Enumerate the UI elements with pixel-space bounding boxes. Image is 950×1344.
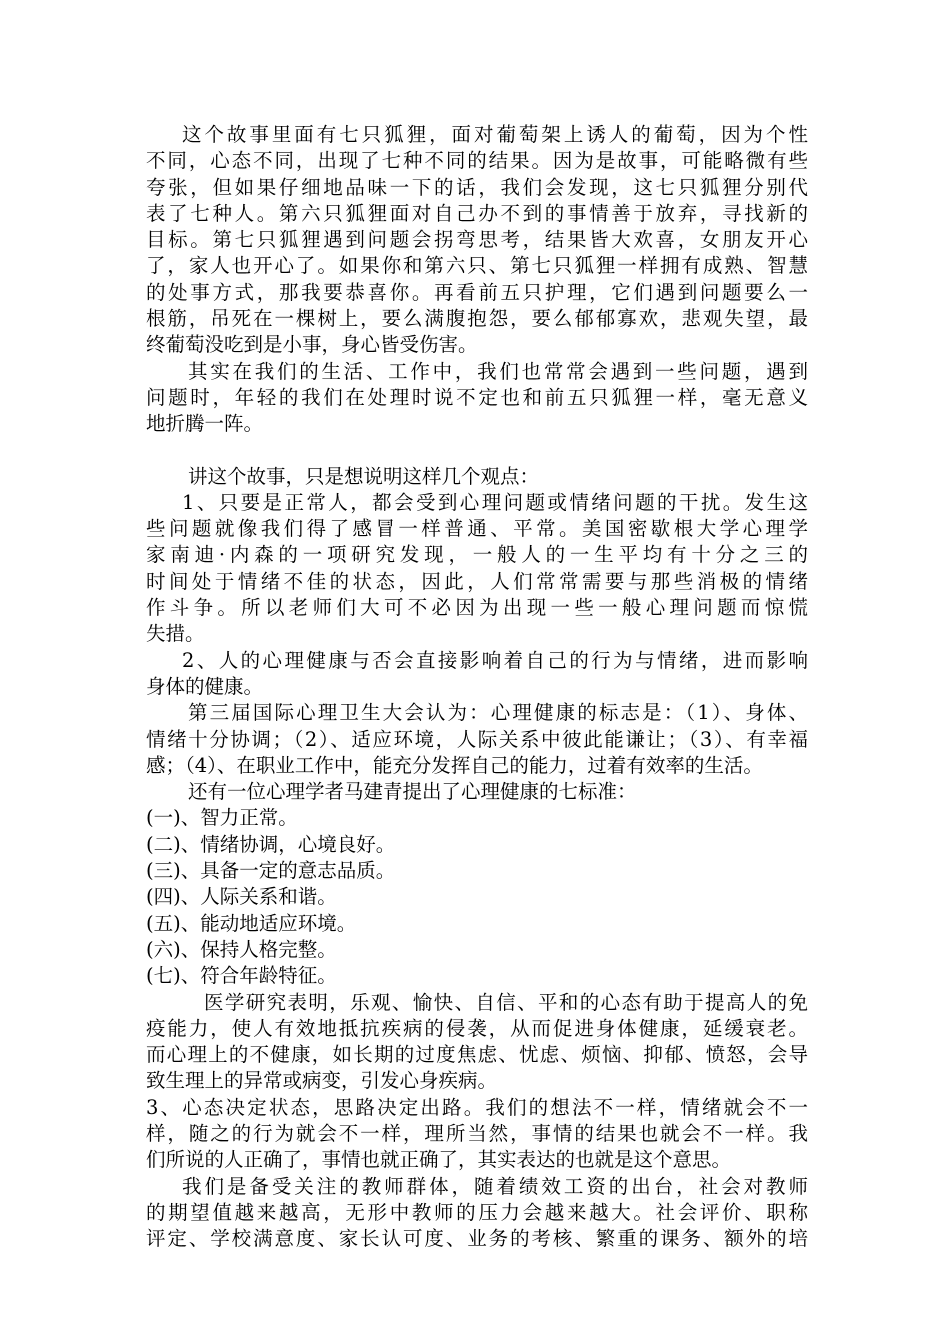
text-line: 而心理上的不健康，如长期的过度焦虑、忧虑、烦恼、抑郁、愤怒，会导 bbox=[146, 1043, 808, 1067]
text-line: 感；（4）、在职业工作中，能充分发挥自己的能力，过着有效率的生活。 bbox=[146, 753, 763, 777]
text-line: 医学研究表明，乐观、愉快、自信、平和的心态有助于提高人的免 bbox=[204, 990, 808, 1014]
text-line: 不同，心态不同，出现了七种不同的结果。因为是故事，可能略微有些 bbox=[146, 149, 808, 173]
list-item: (七)、符合年龄特征。 bbox=[146, 964, 337, 988]
list-item: (五)、能动地适应环境。 bbox=[146, 911, 357, 935]
text-line: 3、心态决定状态，思路决定出路。我们的想法不一样，情绪就会不一 bbox=[146, 1095, 808, 1119]
text-line: 问题时，年轻的我们在处理时说不定也和前五只狐狸一样，毫无意义 bbox=[146, 385, 808, 409]
paragraph-medical-research bbox=[146, 990, 808, 1095]
seven-standards-list bbox=[146, 805, 808, 989]
text-line: 目标。第七只狐狸遇到问题会拐弯思考，结果皆大欢喜，女朋友开心 bbox=[146, 228, 808, 252]
paragraph-seven-standards-intro bbox=[146, 779, 808, 805]
text-line: 作斗争。所以老师们大可不必因为出现一些一般心理问题而惊慌 bbox=[146, 596, 808, 620]
list-item: (一)、智力正常。 bbox=[146, 806, 298, 830]
text-line: 这个故事里面有七只狐狸，面对葡萄架上诱人的葡萄，因为个性 bbox=[182, 123, 808, 146]
paragraph-life-work bbox=[146, 359, 808, 438]
paragraph-point-3 bbox=[146, 1095, 808, 1174]
text-line: 1、只要是正常人，都会受到心理问题或情绪问题的干扰。发生这 bbox=[182, 490, 808, 514]
text-line: 的期望值越来越高，无形中教师的压力会越来越大。社会评价、职称 bbox=[146, 1200, 808, 1224]
text-line: 身体的健康。 bbox=[146, 674, 264, 698]
list-item: (三)、具备一定的意志品质。 bbox=[146, 859, 396, 883]
text-line: 时间处于情绪不佳的状态，因此，人们常常需要与那些消极的情绪 bbox=[146, 569, 808, 593]
text-line: 失措。 bbox=[146, 622, 205, 646]
text-line: 的处事方式，那我要恭喜你。再看前五只护理，它们遇到问题要么一 bbox=[146, 280, 808, 304]
text-line: 情绪十分协调；（2）、适应环境，人际关系中彼此能谦让；（3）、有幸福 bbox=[146, 727, 808, 751]
paragraph-point-2 bbox=[146, 648, 808, 701]
text-line: 表了七种人。第六只狐狸面对自己办不到的事情善于放弃，寻找新的 bbox=[146, 201, 808, 225]
text-line: 了，家人也开心了。如果你和第六只、第七只狐狸一样拥有成熟、智慧 bbox=[146, 254, 808, 278]
text-line: 其实在我们的生活、工作中，我们也常常会遇到一些问题，遇到 bbox=[188, 359, 808, 383]
text-line: 我们是备受关注的教师群体，随着绩效工资的出台，社会对教师 bbox=[182, 1174, 808, 1198]
text-line: 地折腾一阵。 bbox=[146, 412, 264, 436]
text-line: 还有一位心理学者马建青提出了心理健康的七标准： bbox=[188, 780, 637, 804]
list-item: (六)、保持人格完整。 bbox=[146, 937, 337, 961]
list-item: (二)、情绪协调，心境良好。 bbox=[146, 832, 396, 856]
text-line: 终葡萄没吃到是小事，身心皆受伤害。 bbox=[146, 333, 478, 357]
text-line: 们所说的人正确了，事情也就正确了，其实表达的也就是这个意思。 bbox=[146, 1148, 732, 1172]
list-item: (四)、人际关系和谐。 bbox=[146, 885, 337, 909]
text-line: 疫能力，使人有效地抵抗疾病的侵袭，从而促进身体健康，延缓衰老。 bbox=[146, 1016, 808, 1040]
paragraph-point-1 bbox=[146, 490, 808, 648]
paragraph-teachers bbox=[146, 1174, 808, 1253]
text-line: 些问题就像我们得了感冒一样普通、平常。美国密歇根大学心理学 bbox=[146, 517, 808, 541]
text-line: 样，随之的行为就会不一样，理所当然，事情的结果也就会不一样。我 bbox=[146, 1121, 808, 1145]
text-line: 2、人的心理健康与否会直接影响着自己的行为与情绪，进而影响 bbox=[182, 648, 808, 672]
text-line: 讲这个故事，只是想说明这样几个观点： bbox=[188, 464, 540, 488]
text-line: 评定、学校满意度、家长认可度、业务的考核、繁重的课务、额外的培 bbox=[146, 1227, 808, 1251]
paragraph-intro-points bbox=[146, 464, 808, 490]
paragraph-gap bbox=[146, 438, 808, 464]
text-line: 家南迪·内森的一项研究发现，一般人的一生平均有十分之三的 bbox=[146, 543, 808, 567]
text-line: 第三届国际心理卫生大会认为：心理健康的标志是：（1）、身体、 bbox=[188, 701, 808, 725]
text-line: 根筋，吊死在一棵树上，要么满腹抱怨，要么郁郁寡欢，悲观失望，最 bbox=[146, 307, 808, 331]
paragraph-fox-story bbox=[146, 122, 808, 359]
document-page bbox=[146, 122, 808, 1252]
paragraph-congress-standards bbox=[146, 700, 808, 779]
text-line: 致生理上的异常或病变，引发心身疾病。 bbox=[146, 1069, 498, 1093]
text-line: 夸张，但如果仔细地品味一下的话，我们会发现，这七只狐狸分别代 bbox=[146, 175, 808, 199]
